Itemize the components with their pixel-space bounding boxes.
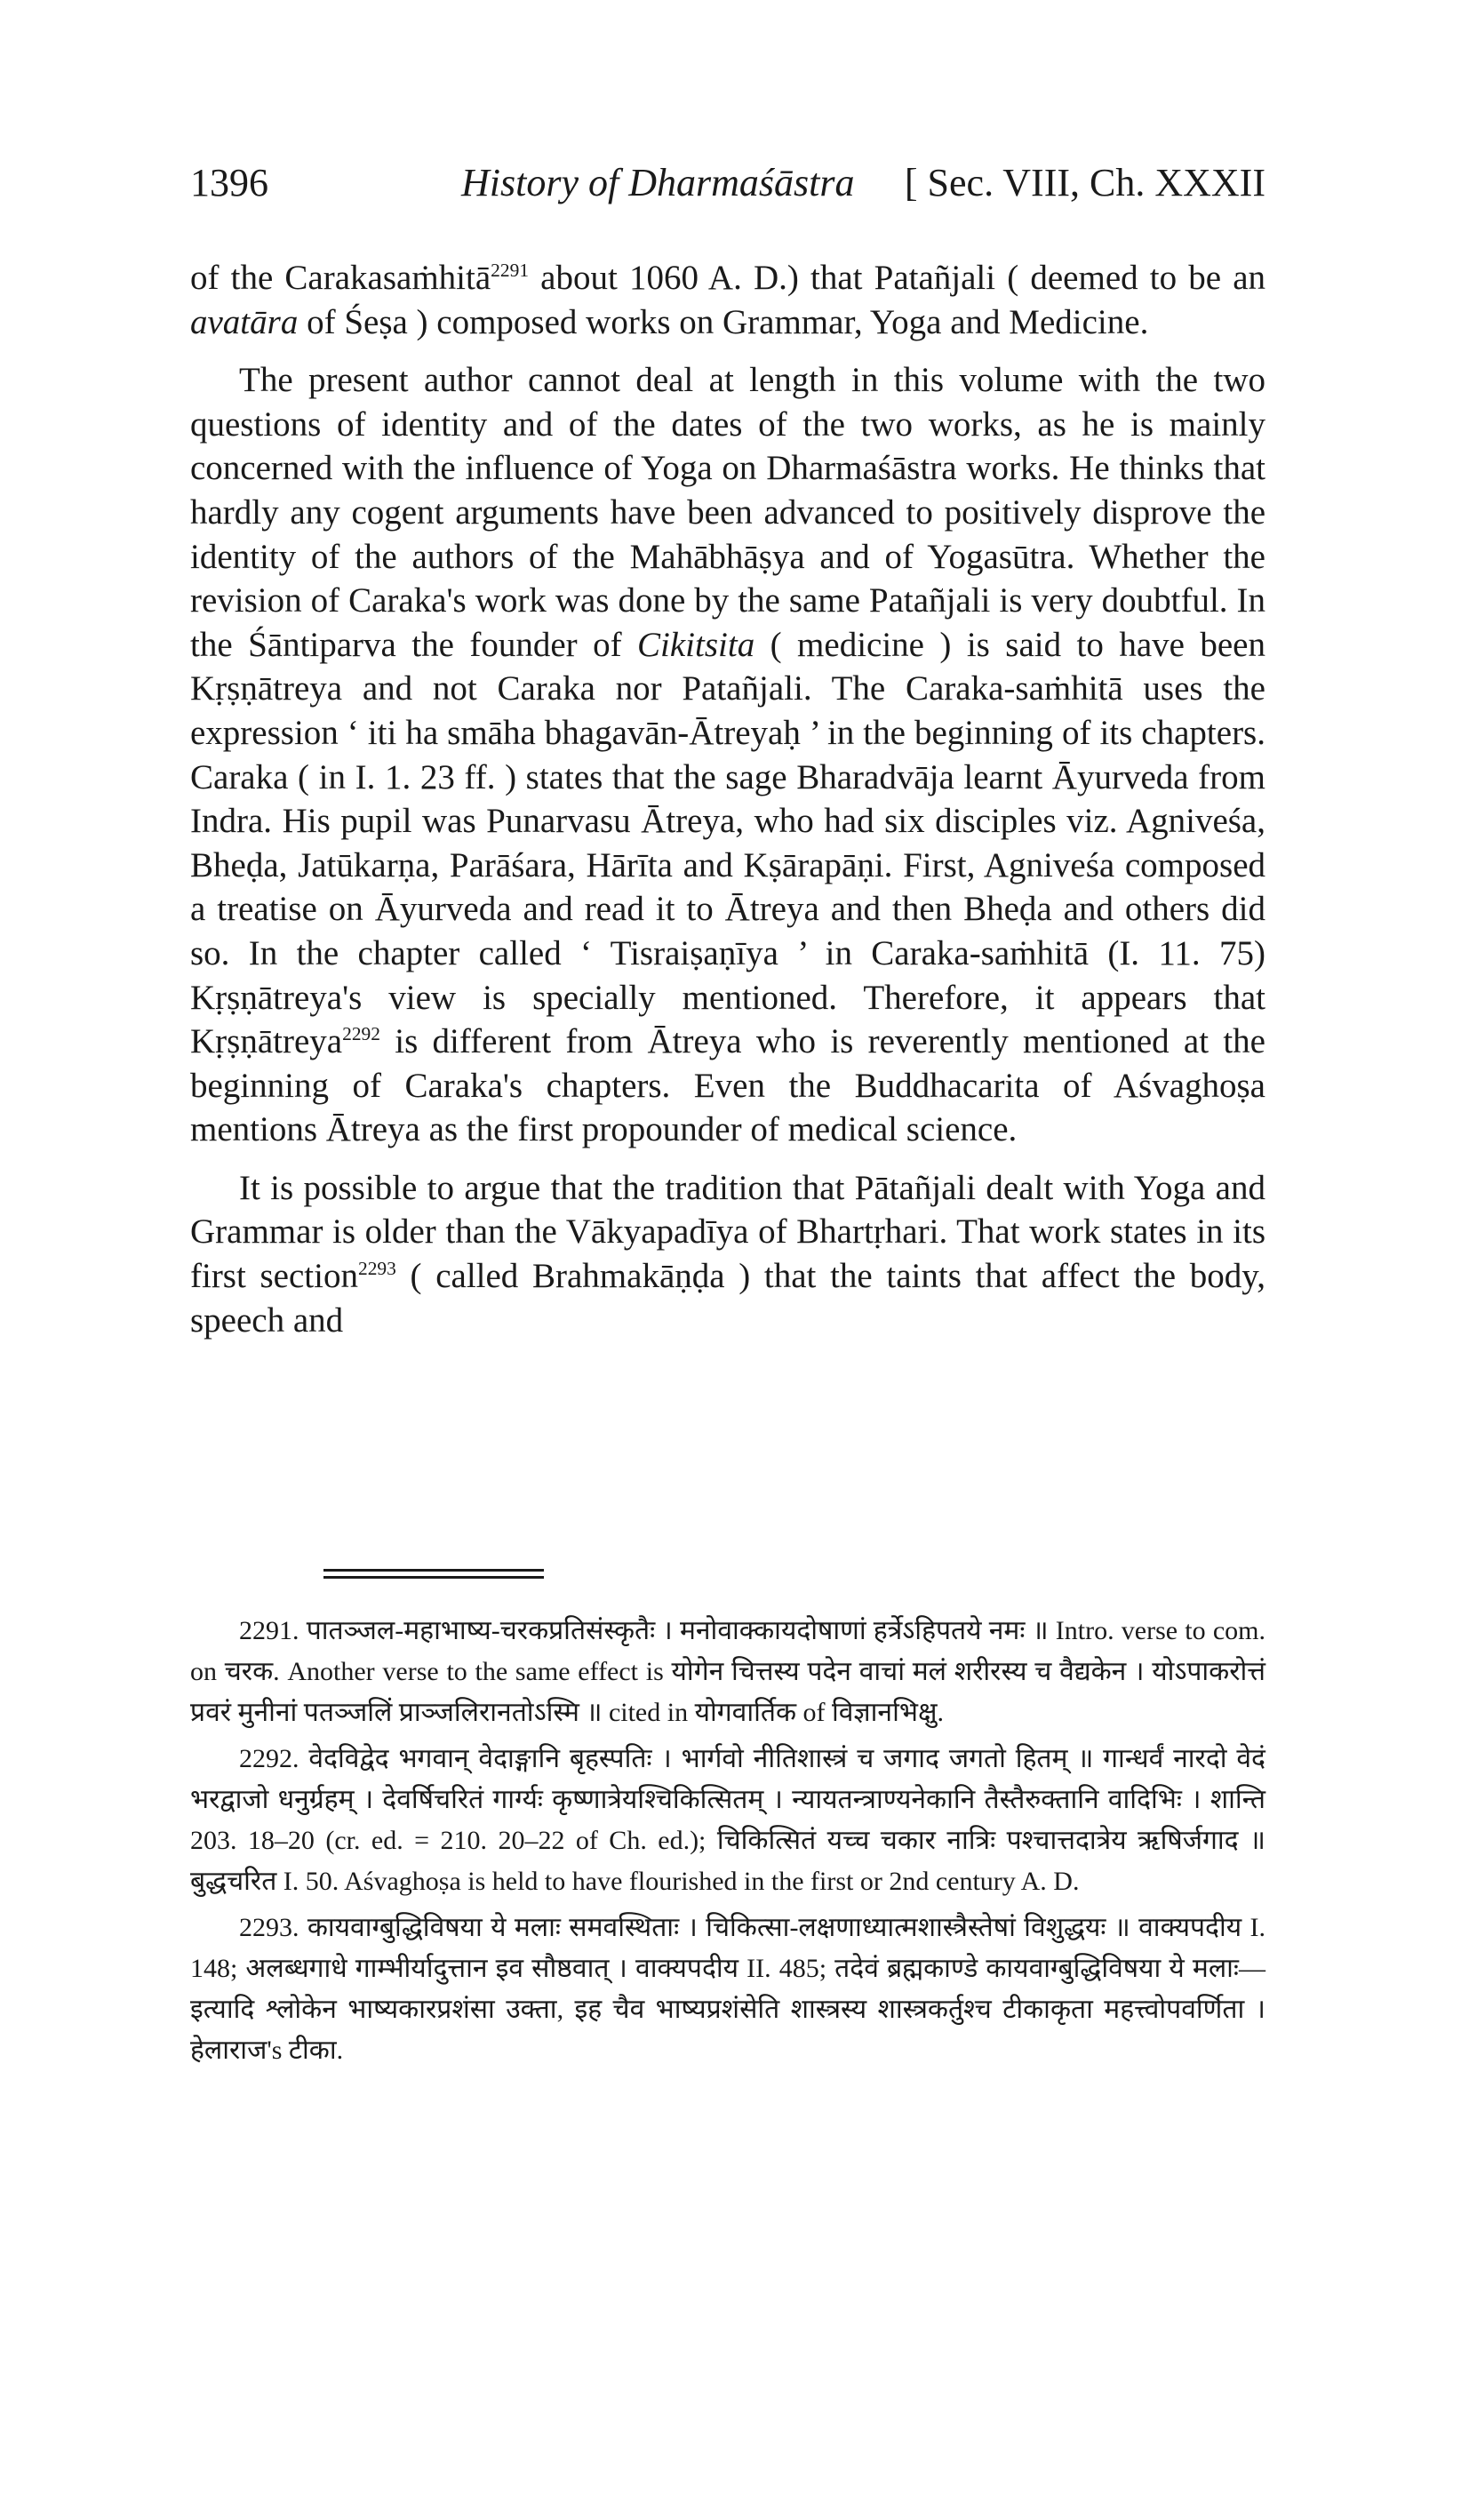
- paragraph-1: [190, 256, 1265, 344]
- italic-term: avatāra: [190, 302, 299, 341]
- footnote-divider: [323, 1576, 544, 1579]
- section-reference: [ Sec. VIII, Ch. XXXII: [904, 161, 1265, 204]
- page-number: 1396: [190, 161, 268, 204]
- footnote-ref-2292[interactable]: 2292: [342, 1023, 380, 1045]
- main-text: [190, 256, 1265, 1342]
- italic-term: Cikitsita: [637, 625, 755, 664]
- text-run: ( medicine ) is said to have been Kṛṣṇātreya and not Caraka nor Patañjali. The Caraka-saṁhitā uses the expression ‘ iti ha smāha bhagavān-Ātreyaḥ ’ in the beginning of its chapters. Caraka ( in I. 1. 23 ff. ) states that the sage Bharadvāja learnt Āyurveda from Indra. His pupil was Punarvasu Ātreya, who had six disciples viz. Agniveśa, Bheḍa, Jatūkarṇa, Parāśara, Hārīta and Kṣārapāṇi. First, Agniveśa composed a treatise on Āyurveda and read it to Ātreya and then Bheḍa and others did so. In the chapter called ‘ Tisraiṣaṇīya ’ in Caraka-saṁhitā (I. 11. 75) Kṛṣṇātreya's view is specially mentioned. Therefore, it appears that Kṛṣṇātreya: [190, 625, 1265, 1061]
- paragraph-2: [190, 358, 1265, 1152]
- footnote-2292: 2292. वेदविद्वेद भगवान् वेदाङ्गानि बृहस्पतिः । भार्गवो नीतिशास्त्रं च जगाद जगतो हितम् ॥ गान्धर्वं नारदो वेदं भरद्वाजो धनुर्ग्रहम् । देवर्षिचरितं गार्ग्यः कृष्णात्रेयश्चिकित्सितम् । न्यायतन्त्राण्यनेकानि तैस्तैरुक्तानि वादिभिः । शान्ति 203. 18–20 (cr. ed. = 210. 20–22 of Ch. ed.); चिकित्सितं यच्च चकार नात्रिः पश्चात्तदात्रेय ऋषिर्जगाद ॥ बुद्धचरित I. 50. Aśvaghoṣa is held to have flourished in the first or 2nd century A. D.: [190, 1744, 1265, 1896]
- footnotes: [190, 1611, 1265, 2076]
- footnote-2293: 2293. कायवाग्बुद्धिविषया ये मलाः समवस्थिताः । चिकित्सा-लक्षणाध्यात्मशास्त्रैस्तेषां विशुद्धयः ॥ वाक्यपदीय I. 148; अलब्धगाधे गाम्भीर्यादुत्तान इव सौष्ठवात् । वाक्यपदीय II. 485; तदेवं ब्रह्मकाण्डे कायवाग्बुद्धिविषया ये मलाः—इत्यादि श्लोकेन भाष्यकारप्रशंसा उक्ता, इह चैव भाष्यप्रशंसेति शास्त्रस्य शास्त्रकर्तुश्च टीकाकृता महत्त्वोपवर्णिता । हेलाराज's टीका.: [190, 1913, 1265, 2065]
- footnote-divider: [323, 1569, 544, 1572]
- text-run: The present author cannot deal at length in this volume with the two questions of identity and of the dates of the two works, as he is mainly concerned with the influence of Yoga on Dharmaśāstra works. He thinks that hardly any cogent arguments have been advanced to positively disprove the identity of the authors of the Mahābhāṣya and of Yogasūtra. Whether the revision of Caraka's work was done by the same Patañjali is very doubtful. In the Śāntiparva the founder of: [190, 361, 1265, 664]
- running-header: [190, 160, 1265, 222]
- text-run: It is possible to argue that the tradition that Pātañjali dealt with Yoga and Grammar is older than the Vākyapadīya of Bhartṛhari. That work states in its first section: [190, 1168, 1265, 1296]
- text-run: of Śeṣa ) composed works on Grammar, Yoga and Medicine.: [298, 302, 1149, 341]
- book-title: History of Dharmaśāstra: [461, 161, 855, 204]
- text-run: of the Carakasaṁhitā: [190, 259, 491, 297]
- text-run: is different from Ātreya who is reverently mentioned at the beginning of Caraka's chapters. Even the Buddhacarita of Aśvaghoṣa mentions Ātreya as the first propounder of medical science.: [190, 1022, 1265, 1149]
- text-run: about 1060 A. D.) that Patañjali ( deemed to be an: [529, 259, 1265, 297]
- paragraph-3: [190, 1166, 1265, 1342]
- footnote-ref-2291[interactable]: 2291: [491, 260, 530, 281]
- footnote-2291: 2291. पातञ्जल-महाभाष्य-चरकप्रतिसंस्कृतैः । मनोवाक्कायदोषाणां हर्त्रेऽहिपतये नमः ॥ Intro. verse to com. on चरक. Another verse to the same effect is योगेन चित्तस्य पदेन वाचां मलं शरीरस्य च वैद्यकेन । योऽपाकरोत्तं प्रवरं मुनीनां पतञ्जलिं प्राञ्जलिरानतोऽस्मि ॥ cited in योगवार्तिक of विज्ञानभिक्षु.: [190, 1616, 1265, 1727]
- footnote-ref-2293[interactable]: 2293: [357, 1258, 396, 1280]
- text-run: ( called Brahmakāṇḍa ) that the taints that affect the body, speech and: [190, 1257, 1266, 1340]
